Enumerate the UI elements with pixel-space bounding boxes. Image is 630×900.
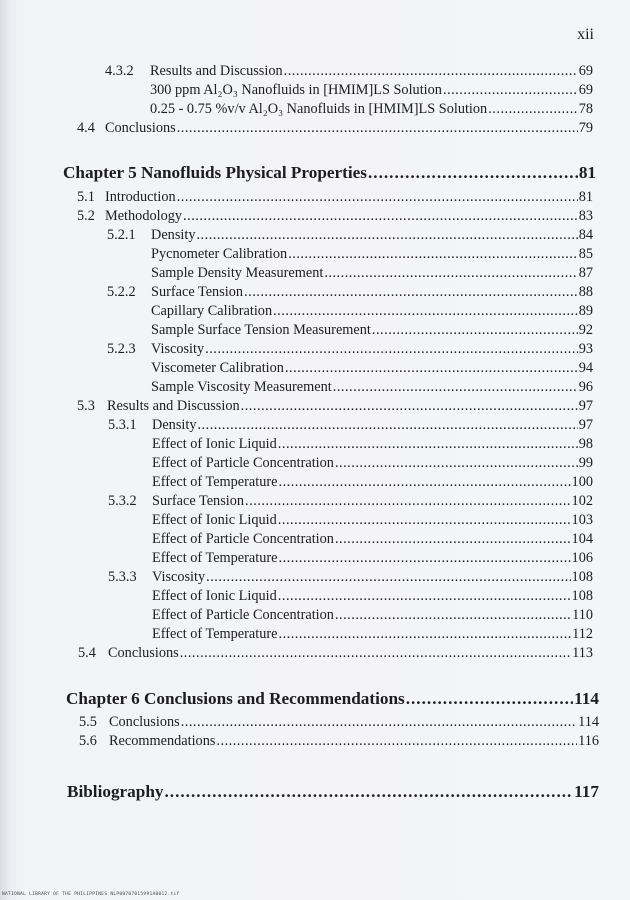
- dot-leader: [216, 732, 577, 751]
- toc-entry: [108, 568, 593, 587]
- toc-entry-title: Sample Surface Tension Measurement: [151, 322, 371, 338]
- dot-leader: [333, 378, 578, 397]
- toc-entry: [77, 397, 593, 416]
- toc-entry-page: 78: [578, 101, 593, 117]
- dot-leader: [241, 397, 578, 416]
- toc-entry-page: 110: [572, 607, 593, 623]
- dot-leader: [288, 245, 578, 264]
- dot-leader: [278, 511, 571, 530]
- toc-entry-page: 92: [578, 322, 593, 338]
- dot-leader: [285, 359, 578, 378]
- toc-entry-title: 300 ppm Al₂O₃ Nanofluids in [HMIM]LS Solution: [150, 82, 442, 98]
- toc-entry-title: Methodology: [105, 208, 183, 224]
- toc-entry-number: 5.6: [79, 733, 97, 749]
- toc-entry-number: 5.2.2: [107, 284, 136, 300]
- toc-entry-title: Results and Discussion: [150, 63, 283, 79]
- toc-entry-title: Capillary Calibration: [151, 303, 273, 319]
- toc-entry: [150, 100, 593, 119]
- dot-leader: [335, 606, 571, 625]
- toc-entry-page: 88: [578, 284, 593, 300]
- dot-leader: [406, 688, 573, 710]
- toc-entry-page: 79: [578, 120, 593, 136]
- toc-entry-number: 5.1: [77, 189, 95, 205]
- dot-leader: [197, 416, 577, 435]
- toc-entry-page: 93: [578, 341, 593, 357]
- toc-entry: [151, 264, 593, 283]
- toc-entry-page: 108: [571, 588, 593, 604]
- toc-entry-title: Conclusions: [105, 120, 176, 136]
- toc-entry-title: Bibliography: [67, 782, 164, 801]
- dot-leader: [443, 81, 578, 100]
- toc-entry-title: Sample Density Measurement: [151, 265, 324, 281]
- toc-entry-number: 4.3.2: [105, 63, 134, 79]
- toc-entry-number: 5.4: [78, 645, 96, 661]
- dot-leader: [181, 713, 577, 732]
- toc-entry: [151, 302, 593, 321]
- dot-leader: [196, 226, 577, 245]
- toc-entry-page: 69: [578, 82, 593, 98]
- toc-entry-number: 5.2: [77, 208, 95, 224]
- toc-entry-page: 96: [578, 379, 593, 395]
- toc-entry: [108, 492, 593, 511]
- toc-entry-page: 83: [578, 208, 593, 224]
- toc-entry-page: 94: [578, 360, 593, 376]
- toc-entry-title: Pycnometer Calibration: [151, 246, 288, 262]
- dot-leader: [273, 302, 578, 321]
- toc-entry-title: Chapter 5 Nanofluids Physical Properties: [63, 163, 367, 182]
- toc-entry: [150, 81, 593, 100]
- toc-entry-title: Effect of Ionic Liquid: [152, 588, 277, 604]
- toc-entry-page: 81: [578, 189, 593, 205]
- toc-entry-number: 5.3.2: [108, 493, 137, 509]
- toc-entry-title: Viscosity: [151, 341, 205, 357]
- toc-entry-title: Density: [152, 417, 197, 433]
- dot-leader: [372, 321, 578, 340]
- toc-entry: [152, 530, 593, 549]
- scan-footer: NATIONAL LIBRARY OF THE PHILIPPINES NLP00707015991A0012.tif: [2, 892, 180, 897]
- toc-entry-page: 97: [578, 398, 593, 414]
- dot-leader: [279, 549, 571, 568]
- toc-entry-number: 5.3.3: [108, 569, 137, 585]
- toc-entry-number: 5.3.1: [108, 417, 137, 433]
- toc-chapter-heading: [66, 688, 599, 710]
- toc-entry-title: Effect of Ionic Liquid: [152, 512, 277, 528]
- toc-entry: [151, 378, 593, 397]
- toc-entry-title: Viscosity: [152, 569, 206, 585]
- dot-leader: [205, 340, 578, 359]
- dot-leader: [284, 62, 578, 81]
- dot-leader: [177, 188, 578, 207]
- toc-entry-title: Viscometer Calibration: [151, 360, 284, 376]
- toc-entry-page: 98: [578, 436, 593, 452]
- toc-entry-page: 97: [578, 417, 593, 433]
- toc-entry-page: 100: [571, 474, 593, 490]
- toc-entry: [108, 416, 593, 435]
- toc-entry-number: 5.5: [79, 714, 97, 730]
- toc-entry-page: 69: [578, 63, 593, 79]
- toc-entry-title: 0.25 - 0.75 %v/v Al₂O₃ Nanofluids in [HMIM]LS Solution: [150, 101, 488, 117]
- toc-entry-title: Chapter 6 Conclusions and Recommendations: [66, 689, 405, 708]
- dot-leader: [244, 283, 578, 302]
- toc-entry: [152, 473, 593, 492]
- toc-entry-title: Results and Discussion: [107, 398, 240, 414]
- dot-leader: [183, 207, 578, 226]
- toc-entry-title: Sample Viscosity Measurement: [151, 379, 332, 395]
- toc-entry-page: 89: [578, 303, 593, 319]
- toc-entry-page: 84: [578, 227, 593, 243]
- toc-entry: [107, 283, 593, 302]
- dot-leader: [206, 568, 570, 587]
- toc-entry-page: 117: [574, 782, 599, 801]
- toc-entry-title: Surface Tension: [151, 284, 244, 300]
- toc-entry-title: Density: [151, 227, 196, 243]
- dot-leader: [324, 264, 577, 283]
- toc-entry-number: 4.4: [77, 120, 95, 136]
- toc-entry-page: 108: [571, 569, 593, 585]
- dot-leader: [177, 119, 578, 138]
- toc-entry-number: 5.3: [77, 398, 95, 414]
- toc-entry-page: 99: [578, 455, 593, 471]
- toc-entry-page: 87: [578, 265, 593, 281]
- toc-entry-title: Effect of Ionic Liquid: [152, 436, 277, 452]
- toc-entry-page: 113: [572, 645, 593, 661]
- toc-entry-page: 106: [571, 550, 593, 566]
- toc-entry-title: Introduction: [105, 189, 176, 205]
- toc-entry-page: 114: [578, 714, 599, 730]
- toc-entry-title: Effect of Temperature: [152, 474, 278, 490]
- toc-entry: [77, 207, 593, 226]
- dot-leader: [335, 530, 571, 549]
- toc-entry-title: Effect of Particle Concentration: [152, 531, 334, 547]
- toc-entry-page: 81: [578, 163, 596, 182]
- toc-entry: [77, 119, 593, 138]
- dot-leader: [164, 781, 573, 803]
- toc-entry: [152, 435, 593, 454]
- toc-entry-number: 5.2.1: [107, 227, 136, 243]
- toc-entry-page: 103: [571, 512, 593, 528]
- toc-entry: [79, 732, 599, 751]
- dot-leader: [335, 454, 578, 473]
- toc-entry: [105, 62, 593, 81]
- toc-entry-number: 5.2.3: [107, 341, 136, 357]
- toc-entry-title: Effect of Particle Concentration: [152, 455, 334, 471]
- toc-chapter-heading: [67, 781, 599, 803]
- toc-entry-page: 85: [578, 246, 593, 262]
- toc-entry: [152, 511, 593, 530]
- toc-entry: [107, 226, 593, 245]
- toc-entry-page: 114: [574, 689, 599, 708]
- toc-entry-page: 112: [572, 626, 593, 642]
- toc-entry: [152, 549, 593, 568]
- toc-entry-title: Effect of Temperature: [152, 550, 278, 566]
- dot-leader: [180, 644, 571, 663]
- toc-entry: [107, 340, 593, 359]
- toc-entry: [79, 713, 599, 732]
- toc-chapter-heading: [63, 162, 596, 184]
- toc-entry: [152, 625, 593, 644]
- dot-leader: [278, 587, 571, 606]
- toc-entry-title: Conclusions: [109, 714, 180, 730]
- toc-entry-title: Surface Tension: [152, 493, 245, 509]
- dot-leader: [278, 435, 578, 454]
- toc-entry: [151, 359, 593, 378]
- dot-leader: [279, 625, 572, 644]
- toc-entry-page: 116: [578, 733, 599, 749]
- toc-entry-page: 102: [571, 493, 593, 509]
- dot-leader: [279, 473, 571, 492]
- toc-entry: [151, 321, 593, 340]
- dot-leader: [368, 162, 578, 184]
- toc-entry: [152, 606, 593, 625]
- dot-leader: [245, 492, 571, 511]
- toc-entry-title: Recommendations: [109, 733, 216, 749]
- toc-entry-title: Conclusions: [108, 645, 179, 661]
- toc-entry: [152, 587, 593, 606]
- toc-entry-title: Effect of Particle Concentration: [152, 607, 334, 623]
- dot-leader: [488, 100, 577, 119]
- toc-entry-page: 104: [571, 531, 593, 547]
- page-number: xii: [577, 26, 594, 43]
- toc-entry: [78, 644, 593, 663]
- toc-entry: [151, 245, 593, 264]
- toc-entry-title: Effect of Temperature: [152, 626, 278, 642]
- toc-entry: [77, 188, 593, 207]
- toc-entry: [152, 454, 593, 473]
